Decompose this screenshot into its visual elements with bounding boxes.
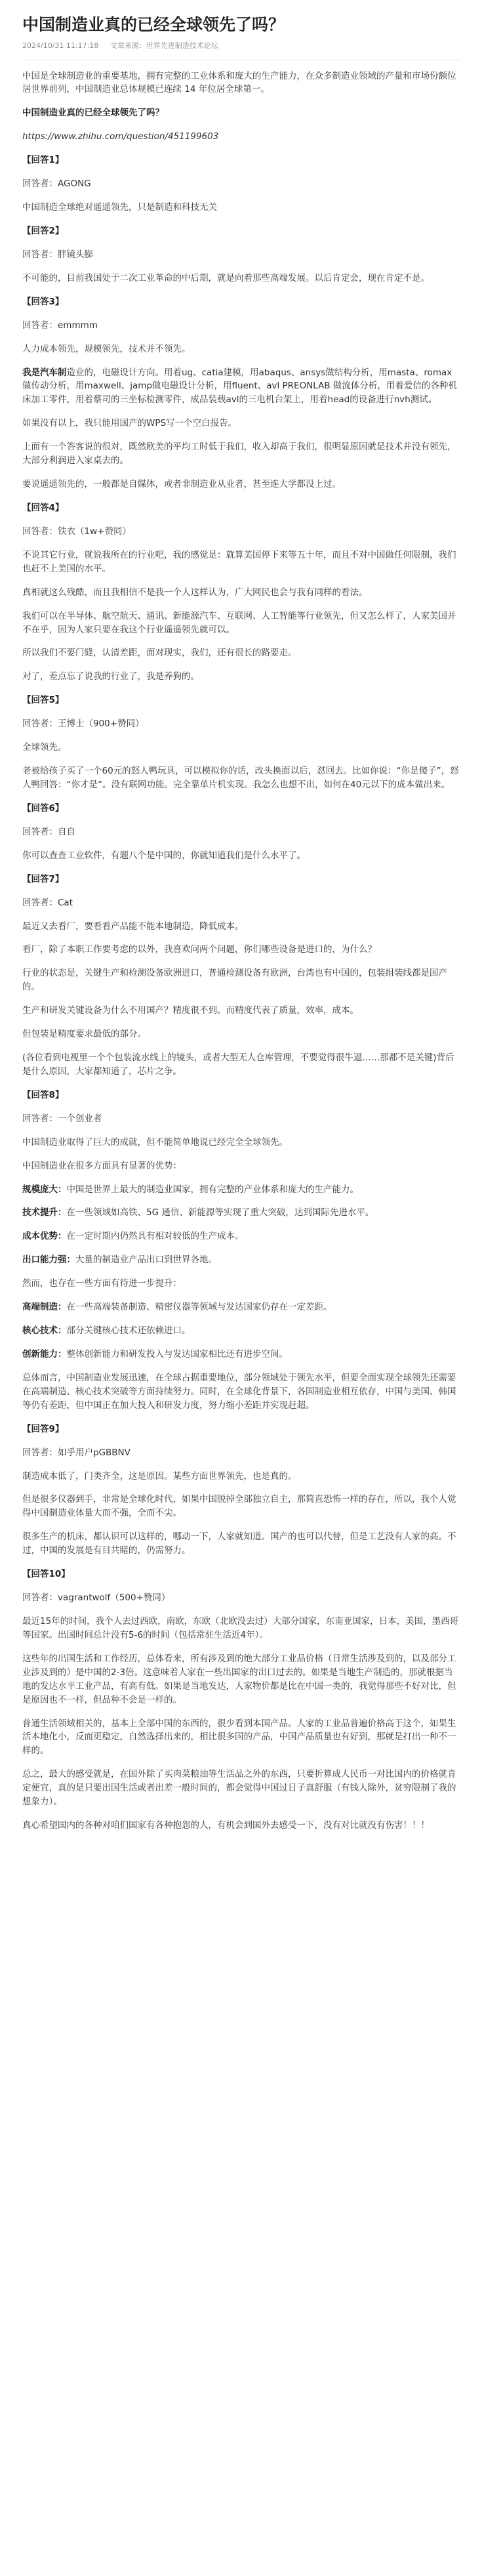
answer-author: 回答者：胖镜头膨	[22, 249, 93, 260]
answer-label: 【回答9】	[22, 1423, 64, 1434]
answer-author: 回答者：如乎用户pGBBNV	[22, 1447, 131, 1458]
answer-point-key: 规模庞大：	[22, 1184, 67, 1195]
answer-author: 回答者：一个创业者	[22, 1113, 102, 1124]
answer-emphasis: 我是汽车制	[22, 367, 67, 378]
answer-author: 回答者：自自	[22, 826, 75, 837]
answer-label: 【回答1】	[22, 155, 64, 166]
question-url[interactable]: https://www.zhihu.com/question/451199603	[22, 131, 219, 142]
answer-paragraph: 不可能的，目前我国处于二次工业革命的中后期，就是向着那些高端发展。以后肯定会，现在肯定不是。	[22, 272, 430, 283]
answer-paragraph: 总之，最大的感受就是，在国外除了买肉菜粮油等生活品之外的东西，只要折算成人民币一对比国内的价格就肯定便宜，真的是只要出国生活或者出差一般时间的，都会觉得中国过日子真舒服（有钱人除外，贫穷限制了我的想象力）。	[22, 1769, 456, 1808]
answer-paragraph: 中国制造业取得了巨大的成就，但不能简单地说已经完全全球领先。	[22, 1136, 288, 1148]
answer-paragraph: 但包装是精度要求最低的部分。	[22, 1029, 146, 1040]
answer-label: 【回答8】	[22, 1089, 64, 1100]
answer-point-key: 核心技术：	[22, 1325, 67, 1337]
answer-paragraph: 不说其它行业，就说我所在的行业吧，我的感觉是：就算美国停下来等五十年，而且不对中国做任何限制，我们也赶不上美国的水平。	[22, 549, 456, 574]
answer-author: 回答者：Cat	[22, 897, 73, 908]
answer-point	[22, 1348, 460, 1361]
answer-label: 【回答3】	[22, 296, 64, 307]
answer-point	[22, 1253, 460, 1267]
intro-paragraph: 中国是全球制造业的重要基地，拥有完整的工业体系和庞大的生产能力，在众多制造业领域的产量和市场份额位居世界前列，中国制造业总体规模已连续 14 年位居全球第一。	[22, 70, 456, 95]
answer-author: 回答者：vagrantwolf（500+赞同）	[22, 1592, 171, 1604]
publish-date: 2024/10/31 11:17:18	[22, 41, 99, 50]
answer-paragraph: 上面有一个答客说的很对，既然欧美的平均工时低于我们，收入却高于我们，很明显原因就是技术并没有领先，大部分利润进入家桌去的。	[22, 442, 456, 467]
answer-author: 回答者：王博士（900+赞同）	[22, 718, 144, 730]
answer-paragraph: (各位看到电视里一个个包装流水线上的镜头，或者大型无人仓库管理，不要觉得很牛逼……那都不是关键)背后是什么原因，大家都知道了，芯片之争。	[22, 1052, 454, 1077]
answer-point-text: 整体创新能力和研发投入与发达国家相比还有进步空间。	[66, 1349, 288, 1360]
answer-author: 回答者：emmmm	[22, 320, 98, 331]
answer-point-text: 部分关键核心技术还依赖进口。	[66, 1325, 191, 1337]
answer-point	[22, 1324, 460, 1338]
answer-label: 【回答4】	[22, 502, 64, 513]
answer-paragraph: 人力成本领先，规模领先，技术并不领先。	[22, 343, 191, 354]
answer-paragraph: 要说遥遥领先的，一般都是自媒体，或者非制造业从业者，甚至连大学都没上过。	[22, 479, 341, 490]
answer-paragraph: 真相就这么残酷，而且我相信不是我一个人这样认为，广大网民也会与我有同样的看法。	[22, 587, 368, 598]
answer-point-key: 创新能力：	[22, 1349, 67, 1360]
answer-paragraph: 老被给孩子买了一个60元的怒人鸭玩具，可以模拟你的话，改头换面以后，怼回去。比如你说：“你是傻子”，怒人鸭回答：“你才是”。没有联网功能。完全靠单片机实现。我怎么也想不出，如何在40元以下的成本做出来。	[22, 766, 459, 790]
answer-label: 【回答6】	[22, 802, 64, 814]
answer-paragraph: 中国制造业在很多方面具有显著的优势：	[22, 1160, 182, 1171]
answer-paragraph: 然而，也存在一些方面有待进一步提升：	[22, 1278, 182, 1289]
answer-paragraph: 全球领先。	[22, 742, 67, 753]
answer-point	[22, 1206, 460, 1220]
answer-paragraph: 总体而言，中国制造业发展迅速，在全球占据重要地位，部分领域处于领先水平，但要全面实现全球领先还需要在高端制造、核心技术突破等方面持续努力。同时，在全球化背景下，各国制造业相互依存，中国与美国、韩国等仍有差距，但中国正在加大投入和研发力度，努力缩小差距并实现赶超。	[22, 1372, 456, 1411]
answer-paragraph: 对了，差点忘了说我的行业了，我是养狗的。	[22, 671, 199, 682]
answer-point-text: 中国是世界上最大的制造业国家，拥有完整的产业体系和庞大的生产能力。	[66, 1184, 359, 1195]
answer-paragraph: 中国制造全球绝对遥遥领先，只是制造和科技无关	[22, 202, 217, 213]
answer-label: 【回答10】	[22, 1569, 70, 1580]
answer-label: 【回答5】	[22, 695, 64, 706]
answer-paragraph: 普通生活领域相关的，基本上全部中国的东西的，很少看到本国产品。人家的工业品普遍价格高于这个，如果生活本地化小，反而更稳定，自然选择出来的，相比很多国的产品，中国产品质量也有好到，那就是打出一种不一样的。	[22, 1718, 456, 1756]
article-meta	[22, 40, 460, 51]
answer-author: 回答者：AGONG	[22, 178, 91, 190]
answer-paragraph: 这些年的出国生活和工作经历，总体看来，所有涉及到的绝大部分工业品价格（日常生活涉及到的，以及部分工业涉及到的）是中国的2-3倍。这意味着人家在一些出国家的出口过去的。如果是当地生产制造的，那就根据当地的发达水平工业产品，有高有低。如果是当地发达，人家物价都是比在中国一类的，我觉得那些不好对比，但是原因也不一样，但品种不会是一样的。	[22, 1653, 456, 1705]
answer-point-text: 在一些高端装备制造、精密仪器等领域与发达国家仍存在一定差距。	[66, 1302, 332, 1313]
answer-paragraph: 行业的状态是，关键生产和检测设备欧洲进口，普通检测设备有欧洲，台湾也有中国的，包装组装线都是国产的。	[22, 968, 447, 993]
answer-paragraph: 我们可以在半导体、航空航天、通讯、新能源汽车、互联网、人工智能等行业领先，但又怎么样了，人家美国并不在乎，因为人家只要在我这个行业遥遥领先就可以。	[22, 610, 456, 635]
answer-paragraph: 你可以查查工业软件，有题八个是中国的，你就知道我们是什么水平了。	[22, 850, 306, 861]
answer-point	[22, 1230, 460, 1243]
answer-paragraph: 如果没有以上，我只能用国产的WPS写一个空白报告。	[22, 418, 237, 429]
answer-paragraph: 生产和研发关键设备为什么不用国产？精度很不到。而精度代表了质量，效率，成本。	[22, 1005, 359, 1016]
answer-point-key: 高端制造：	[22, 1302, 67, 1313]
article-title: 中国制造业真的已经全球领先了吗？	[22, 15, 285, 34]
answer-label: 【回答2】	[22, 226, 64, 236]
answer-point-key: 成本优势：	[22, 1231, 67, 1242]
answer-point-text: 在一定时期内仍然具有相对较低的生产成本。	[66, 1231, 244, 1242]
answer-point-text: 大量的制造业产品出口到世界各地。	[75, 1255, 217, 1266]
question-heading: 中国制造业真的已经全球领先了吗？	[22, 108, 164, 119]
answer-point-text: 在一些领域如高铁、5G 通信、新能源等实现了重大突破，达到国际先进水平。	[66, 1207, 374, 1218]
answer-paragraph: 最近又去看厂，要看看产品能不能本地制造，降低成本。	[22, 921, 244, 932]
answer-label: 【回答7】	[22, 873, 64, 884]
article-source: 文章来源：世界先进制造技术论坛	[110, 41, 218, 50]
answer-point-key: 出口能力强：	[22, 1255, 75, 1266]
answer-paragraph: 看厂，除了本职工作要考虑的以外，我喜欢问两个问题，你们哪些设备是进口的，为什么？	[22, 944, 376, 955]
answer-paragraph: 很多生产的机床，都认识可以这样的，哪动一下，人家就知道。国产的也可以代替，但是工艺没有人家的高。不过，中国的发展是有目共睹的，仍需努力。	[22, 1531, 456, 1556]
answer-paragraph: 所以我们不要门缝，认清差距，面对现实，我们，还有很长的路要走。	[22, 648, 297, 659]
answer-point	[22, 1300, 460, 1314]
answer-paragraph	[22, 366, 460, 407]
answer-list	[22, 154, 460, 1833]
answer-point	[22, 1183, 460, 1197]
answer-paragraph: 但是很多仪器到手，非常是全球化时代，如果中国脱掉全部独立自主，那简直恐怖一样的存在，所以，我个人觉得中国制造业体量大而不强，全而不尖。	[22, 1494, 456, 1519]
answer-paragraph-rest: 造业的，电磁设计方向。用着ug、catia建模，用abaqus、ansys做结构分析，用masta、romax做传动分析，用maxwell、jamp做电磁设计分析，用fluent、avl PREONLAB 做流体分析，用着爱信的各种机床加工零件，用着蔡司的三坐标检测零件，成品装载avl的三电机台架上，用着head的设备进行nvh测试。	[22, 367, 457, 405]
answer-point-key: 技术提升：	[22, 1207, 67, 1218]
answer-author: 回答者：铁衣（1w+赞同）	[22, 526, 131, 537]
answer-paragraph: 制造成本低了，门类齐全，这是原因。某些方面世界领先，也是真的。	[22, 1470, 297, 1482]
answer-closing: 真心希望国内的各种对咱们国家有各种抱怨的人，有机会到国外去感受一下，没有对比就没有伤害！！！	[22, 1820, 430, 1831]
answer-paragraph: 最近15年的时间，我个人去过西欧，南欧，东欧（北欧没去过）大部分国家，东南亚国家，日本，美国，墨西哥等国家。出国时间总计没有5-6的时间（包括常驻生活近4年）。	[22, 1616, 459, 1640]
